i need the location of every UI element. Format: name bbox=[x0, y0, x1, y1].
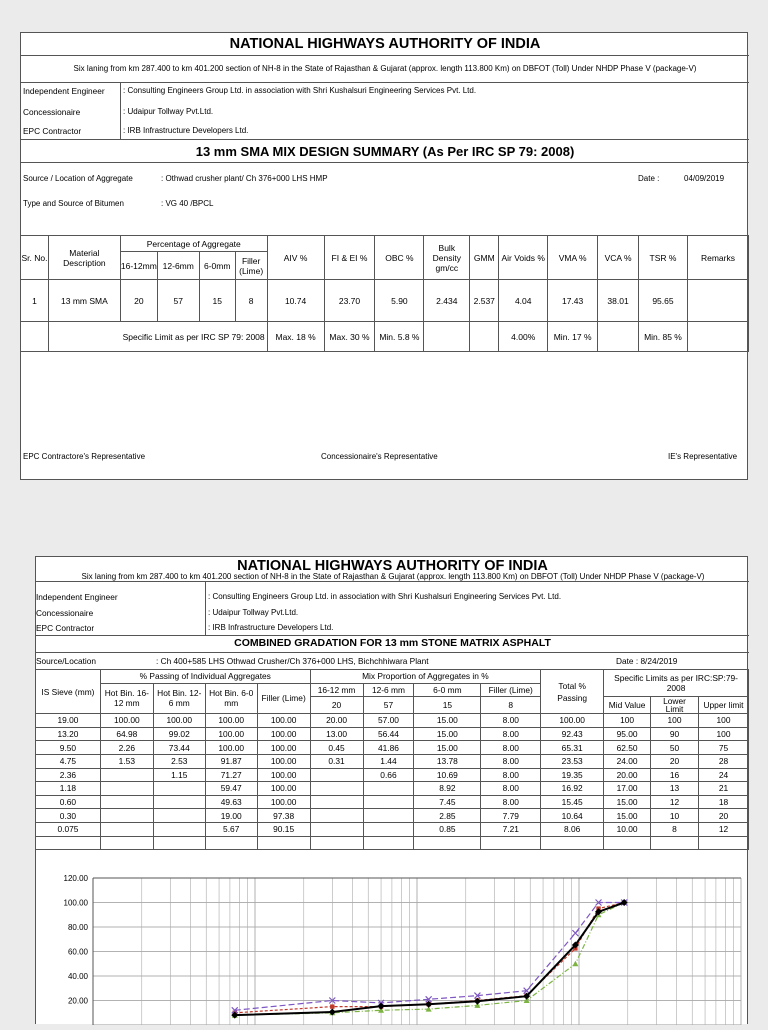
header-remarks: Remarks bbox=[687, 236, 748, 280]
cell bbox=[310, 768, 363, 782]
header-obc: OBC % bbox=[375, 236, 424, 280]
cell: 100.00 bbox=[257, 795, 310, 809]
sheet2-title: NATIONAL HIGHWAYS AUTHORITY OF INDIA bbox=[237, 558, 548, 574]
limit-label: Specific Limit as per IRC SP 79: 2008 bbox=[48, 322, 267, 352]
y-tick-label: 120.00 bbox=[63, 874, 88, 883]
cell: 10.00 bbox=[604, 822, 651, 836]
cell: 23.70 bbox=[324, 280, 375, 322]
y-tick-label: 100.00 bbox=[63, 898, 88, 908]
sheet1-epc-label: EPC Contractor bbox=[23, 126, 82, 136]
header-filler: Filler (Lime) bbox=[235, 252, 267, 280]
cell: 65.31 bbox=[541, 741, 604, 755]
cell: 1.53 bbox=[100, 754, 153, 768]
cell: 7.79 bbox=[481, 809, 541, 823]
cell bbox=[363, 822, 414, 836]
cell: 0.30 bbox=[36, 809, 101, 823]
proportion-6-0: 15 bbox=[414, 697, 481, 714]
cell bbox=[153, 782, 205, 796]
cell: 57 bbox=[157, 280, 199, 322]
sheet1-project: Six laning from km 287.400 to km 401.200 section of NH-8 in the State of Rajasthan & Gujarat (approx. length 113.800 Km) on DBFOT (Toll) Under NHDP Phase V (package-V) bbox=[73, 64, 697, 73]
cell: 21 bbox=[698, 782, 748, 796]
cell: 1 bbox=[21, 280, 49, 322]
header-mid-value: Mid Value bbox=[604, 697, 651, 714]
cell: 10.64 bbox=[541, 809, 604, 823]
cell: 2.26 bbox=[100, 741, 153, 755]
cell: 38.01 bbox=[598, 280, 639, 322]
cell: 10.69 bbox=[414, 768, 481, 782]
cell: 13.20 bbox=[36, 727, 101, 741]
header-mix-group: Mix Proportion of Aggregates in % bbox=[310, 670, 541, 684]
cell: 7.21 bbox=[481, 822, 541, 836]
cell bbox=[310, 782, 363, 796]
cell: 100.00 bbox=[153, 714, 205, 728]
limit-aiv: Max. 18 % bbox=[267, 322, 324, 352]
cell: 2.434 bbox=[424, 280, 470, 322]
sheet1-title: NATIONAL HIGHWAYS AUTHORITY OF INDIA bbox=[229, 36, 541, 52]
header-bulk-density: Bulk Density gm/cc bbox=[424, 236, 470, 280]
cell: 90.15 bbox=[257, 822, 310, 836]
sheet1-concessionaire-value: : Udaipur Tollway Pvt.Ltd. bbox=[123, 107, 214, 116]
limit-fi: Max. 30 % bbox=[324, 322, 375, 352]
sheet2-concessionaire-value: : Udaipur Tollway Pvt.Ltd. bbox=[208, 608, 299, 617]
table-row bbox=[36, 795, 749, 809]
cell: 20.00 bbox=[310, 714, 363, 728]
header-filler: Filler (Lime) bbox=[257, 683, 310, 714]
y-tick-label: 20.00 bbox=[67, 996, 88, 1006]
cell: 100 bbox=[698, 727, 748, 741]
header-mix-16-12: 16-12 mm bbox=[310, 683, 363, 697]
cell: 8.00 bbox=[481, 782, 541, 796]
cell: 64.98 bbox=[100, 727, 153, 741]
cell: 24 bbox=[698, 768, 748, 782]
table-row bbox=[21, 280, 749, 322]
header-percentage-group: Percentage of Aggregate bbox=[120, 236, 267, 252]
sheet2-ie-value: : Consulting Engineers Group Ltd. in association with Shri Kushalsuri Engineering Services Pvt. Ltd. bbox=[208, 592, 562, 601]
cell: 0.075 bbox=[36, 822, 101, 836]
cell: 15.00 bbox=[414, 741, 481, 755]
cell: 7.45 bbox=[414, 795, 481, 809]
cell: 73.44 bbox=[153, 741, 205, 755]
sheet1-date-value: 04/09/2019 bbox=[684, 174, 725, 183]
cell: 90 bbox=[651, 727, 699, 741]
cell: 100.00 bbox=[257, 768, 310, 782]
data-point bbox=[572, 961, 578, 967]
y-tick-label: 60.00 bbox=[67, 947, 88, 957]
cell: 13 mm SMA bbox=[48, 280, 120, 322]
mix-design-table bbox=[20, 235, 749, 352]
gradation-rows bbox=[36, 714, 749, 836]
limit-vma: Min. 17 % bbox=[548, 322, 598, 352]
cell: 17.43 bbox=[548, 280, 598, 322]
proportion-filler: 8 bbox=[481, 697, 541, 714]
cell: 15 bbox=[199, 280, 235, 322]
cell: 8.00 bbox=[481, 795, 541, 809]
header-6-0mm: 6-0mm bbox=[199, 252, 235, 280]
header-total-passing: Total % Passing bbox=[541, 670, 604, 714]
cell: 8 bbox=[651, 822, 699, 836]
header-upper-limit: Upper limit bbox=[698, 697, 748, 714]
cell: 10.74 bbox=[267, 280, 324, 322]
cell: 92.43 bbox=[541, 727, 604, 741]
cell: 8.00 bbox=[481, 768, 541, 782]
cell bbox=[363, 809, 414, 823]
cell bbox=[153, 809, 205, 823]
cell: 99.02 bbox=[153, 727, 205, 741]
header-air-voids: Air Voids % bbox=[499, 236, 548, 280]
cell bbox=[687, 280, 748, 322]
header-spec-group: Specific Limits as per IRC:SP:79-2008 bbox=[604, 670, 749, 697]
header-mix-filler: Filler (Lime) bbox=[481, 683, 541, 697]
header-passing-group: % Passing of Individual Aggregates bbox=[100, 670, 310, 684]
cell: 100 bbox=[698, 714, 748, 728]
cell: 2.36 bbox=[36, 768, 101, 782]
cell: 20 bbox=[120, 280, 157, 322]
cell: 20 bbox=[698, 809, 748, 823]
cell: 2.53 bbox=[153, 754, 205, 768]
y-tick-label: 40.00 bbox=[67, 972, 88, 981]
cell: 8.06 bbox=[541, 822, 604, 836]
cell bbox=[100, 822, 153, 836]
cell: 19.35 bbox=[541, 768, 604, 782]
sheet1-bitumen-label: Type and Source of Bitumen bbox=[23, 199, 124, 208]
cell: 0.60 bbox=[36, 795, 101, 809]
cell bbox=[100, 782, 153, 796]
table-row bbox=[36, 714, 749, 728]
mix-design-summary-sheet bbox=[20, 32, 748, 480]
gradation-chart-svg bbox=[36, 867, 749, 1025]
cell: 23.53 bbox=[541, 754, 604, 768]
cell: 100.00 bbox=[257, 782, 310, 796]
cell: 100.00 bbox=[541, 714, 604, 728]
cell bbox=[310, 795, 363, 809]
cell: 100.00 bbox=[205, 714, 257, 728]
limit-air-voids: 4.00% bbox=[499, 322, 548, 352]
cell bbox=[153, 822, 205, 836]
cell: 8.00 bbox=[481, 727, 541, 741]
table-row bbox=[36, 782, 749, 796]
signature-concessionaire: Concessionaire's Representative bbox=[321, 452, 438, 461]
cell: 1.15 bbox=[153, 768, 205, 782]
cell: 16.92 bbox=[541, 782, 604, 796]
cell: 100.00 bbox=[257, 714, 310, 728]
cell: 8.00 bbox=[481, 714, 541, 728]
cell: 13.00 bbox=[310, 727, 363, 741]
cell: 2.85 bbox=[414, 809, 481, 823]
cell: 59.47 bbox=[205, 782, 257, 796]
limits-row bbox=[21, 322, 749, 352]
sheet2-epc-label: EPC Contractor bbox=[36, 623, 95, 633]
cell: 8.00 bbox=[481, 741, 541, 755]
header-16-12mm: 16-12mm bbox=[120, 252, 157, 280]
cell: 100 bbox=[651, 714, 699, 728]
cell: 100.00 bbox=[205, 727, 257, 741]
cell: 17.00 bbox=[604, 782, 651, 796]
cell bbox=[363, 795, 414, 809]
table-row bbox=[36, 809, 749, 823]
cell: 97.38 bbox=[257, 809, 310, 823]
sheet1-ie-label: Independent Engineer bbox=[23, 86, 105, 96]
y-tick-label: 80.00 bbox=[67, 923, 88, 932]
cell: 49.63 bbox=[205, 795, 257, 809]
sheet1-date-label: Date : bbox=[638, 174, 660, 183]
header-aiv: AIV % bbox=[267, 236, 324, 280]
cell: 20.00 bbox=[604, 768, 651, 782]
cell: 95.65 bbox=[639, 280, 688, 322]
cell: 9.50 bbox=[36, 741, 101, 755]
cell: 8 bbox=[235, 280, 267, 322]
header-mix-6-0: 6-0 mm bbox=[414, 683, 481, 697]
cell: 4.75 bbox=[36, 754, 101, 768]
table-row bbox=[36, 768, 749, 782]
series-line bbox=[235, 903, 624, 1013]
cell: 41.86 bbox=[363, 741, 414, 755]
header-sieve: IS Sieve (mm) bbox=[36, 670, 101, 714]
cell: 75 bbox=[698, 741, 748, 755]
sheet2-date: Date : 8/24/2019 bbox=[616, 656, 678, 666]
cell: 100.00 bbox=[257, 754, 310, 768]
header-hot-bin-6-0: Hot Bin. 6-0 mm bbox=[205, 683, 257, 714]
proportion-12-6: 57 bbox=[363, 697, 414, 714]
proportion-16-12: 20 bbox=[310, 697, 363, 714]
cell bbox=[310, 822, 363, 836]
cell bbox=[363, 782, 414, 796]
sheet2-project: Six laning from km 287.400 to km 401.200 section of NH-8 in the State of Rajasthan & Gujarat (approx. length 113.800 Km) on DBFOT (Toll) Under NHDP Phase V (package-V) bbox=[81, 572, 705, 581]
cell: 4.04 bbox=[499, 280, 548, 322]
cell: 50 bbox=[651, 741, 699, 755]
cell: 15.00 bbox=[604, 795, 651, 809]
header-fi-ei: FI & EI % bbox=[324, 236, 375, 280]
cell: 20 bbox=[651, 754, 699, 768]
cell: 56.44 bbox=[363, 727, 414, 741]
header-sr-no: Sr. No. bbox=[21, 236, 49, 280]
cell: 12 bbox=[651, 795, 699, 809]
cell: 100.00 bbox=[257, 741, 310, 755]
sheet1-concessionaire-label: Concessionaire bbox=[23, 107, 81, 117]
sheet2-ie-label: Independent Engineer bbox=[36, 592, 118, 602]
header-mix-12-6: 12-6 mm bbox=[363, 683, 414, 697]
cell: 1.44 bbox=[363, 754, 414, 768]
cell: 13 bbox=[651, 782, 699, 796]
signature-epc: EPC Contractore's Representative bbox=[23, 452, 146, 461]
cell: 62.50 bbox=[604, 741, 651, 755]
header-material: Material Description bbox=[48, 236, 120, 280]
cell: 12 bbox=[698, 822, 748, 836]
cell bbox=[310, 809, 363, 823]
sheet2-source-value: : Ch 400+585 LHS Othwad Crusher/Ch 376+000 LHS, Bichchhiwara Plant bbox=[156, 656, 429, 666]
cell: 5.90 bbox=[375, 280, 424, 322]
limit-obc: Min. 5.8 % bbox=[375, 322, 424, 352]
header-tsr: TSR % bbox=[639, 236, 688, 280]
cell: 8.92 bbox=[414, 782, 481, 796]
cell: 57.00 bbox=[363, 714, 414, 728]
cell: 13.78 bbox=[414, 754, 481, 768]
sheet2-source-label: Source/Location bbox=[36, 656, 96, 666]
cell: 2.537 bbox=[470, 280, 499, 322]
cell: 15.00 bbox=[604, 809, 651, 823]
cell: 10 bbox=[651, 809, 699, 823]
data-point bbox=[572, 930, 578, 936]
cell: 15.45 bbox=[541, 795, 604, 809]
cell bbox=[100, 795, 153, 809]
table-row bbox=[36, 741, 749, 755]
cell: 18 bbox=[698, 795, 748, 809]
sheet1-epc-value: : IRB Infrastructure Developers Ltd. bbox=[123, 126, 249, 135]
cell: 28 bbox=[698, 754, 748, 768]
gradation-table bbox=[35, 669, 749, 850]
cell: 15.00 bbox=[414, 727, 481, 741]
cell: 100.00 bbox=[257, 727, 310, 741]
cell: 0.66 bbox=[363, 768, 414, 782]
cell: 1.18 bbox=[36, 782, 101, 796]
combined-gradation-sheet bbox=[35, 556, 748, 1024]
cell bbox=[100, 809, 153, 823]
cell: 91.87 bbox=[205, 754, 257, 768]
cell: 19.00 bbox=[205, 809, 257, 823]
sheet1-ie-value: : Consulting Engineers Group Ltd. in association with Shri Kushalsuri Engineering Services Pvt. Ltd. bbox=[123, 86, 477, 95]
cell: 100.00 bbox=[100, 714, 153, 728]
cell bbox=[100, 768, 153, 782]
cell: 0.85 bbox=[414, 822, 481, 836]
cell: 15.00 bbox=[414, 714, 481, 728]
cell: 16 bbox=[651, 768, 699, 782]
header-hot-bin-16-12: Hot Bin. 16-12 mm bbox=[100, 683, 153, 714]
cell: 100.00 bbox=[205, 741, 257, 755]
header-12-6mm: 12-6mm bbox=[157, 252, 199, 280]
cell: 24.00 bbox=[604, 754, 651, 768]
sheet2-concessionaire-label: Concessionaire bbox=[36, 608, 94, 618]
cell: 0.31 bbox=[310, 754, 363, 768]
gradation-chart bbox=[36, 867, 749, 1025]
cell bbox=[153, 795, 205, 809]
sheet1-bitumen-value: : VG 40 /BPCL bbox=[161, 199, 214, 208]
header-gmm: GMM bbox=[470, 236, 499, 280]
table-row bbox=[36, 822, 749, 836]
cell: 5.67 bbox=[205, 822, 257, 836]
sheet1-source-label: Source / Location of Aggregate bbox=[23, 174, 133, 183]
header-vma: VMA % bbox=[548, 236, 598, 280]
table-row bbox=[36, 727, 749, 741]
sheet1-subtitle: 13 mm SMA MIX DESIGN SUMMARY (As Per IRC SP 79: 2008) bbox=[195, 144, 575, 159]
header-lower-limit: Lower Limit bbox=[651, 697, 699, 714]
limit-tsr: Min. 85 % bbox=[639, 322, 688, 352]
data-point bbox=[330, 1004, 334, 1008]
table-row bbox=[36, 754, 749, 768]
signature-ie: IE's Representative bbox=[668, 452, 738, 461]
cell: 8.00 bbox=[481, 754, 541, 768]
sheet1-source-value: : Othwad crusher plant/ Ch 376+000 LHS HMP bbox=[161, 174, 328, 183]
sheet2-subtitle: COMBINED GRADATION FOR 13 mm STONE MATRIX ASPHALT bbox=[234, 637, 551, 649]
cell: 100 bbox=[604, 714, 651, 728]
cell: 71.27 bbox=[205, 768, 257, 782]
header-hot-bin-12-6: Hot Bin. 12-6 mm bbox=[153, 683, 205, 714]
sheet2-epc-value: : IRB Infrastructure Developers Ltd. bbox=[208, 623, 334, 632]
cell: 19.00 bbox=[36, 714, 101, 728]
cell: 0.45 bbox=[310, 741, 363, 755]
data-point bbox=[378, 1003, 385, 1010]
cell: 95.00 bbox=[604, 727, 651, 741]
header-vca: VCA % bbox=[598, 236, 639, 280]
